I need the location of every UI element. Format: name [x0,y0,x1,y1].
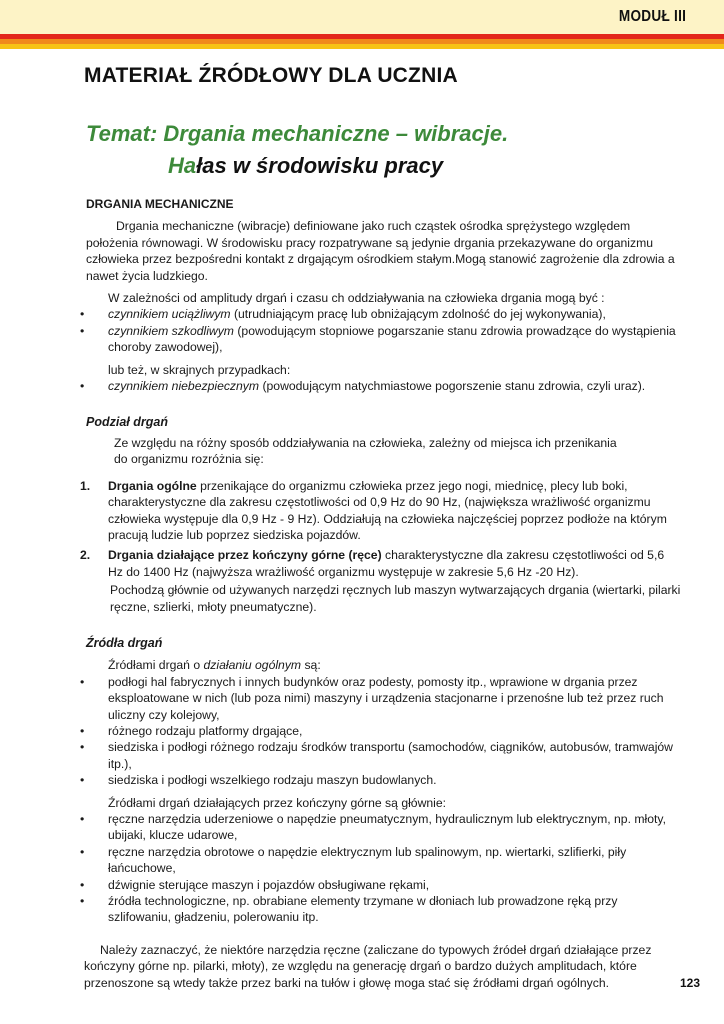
paragraph-general-lead: Źródłami drgań o działaniu ogólnym są: [108,658,321,673]
list-item: • siedziska i podłogi różnego rodzaju środków transportu (samochodów, ciągników, autobusów, tramwajów itp.), [86,739,682,772]
list-factor-types [86,306,682,355]
list-extreme [86,378,682,394]
list-item: • czynnikiem uciążliwym (utrudniającym pracę lub obniżającym zdolność do jej wykonywania), [86,306,682,322]
module-label: MODUŁ III [618,8,686,25]
page-title: MATERIAŁ ŹRÓDŁOWY DLA UCZNIA [84,64,458,87]
paragraph-podzial-intro: Ze względu na różny sposób oddziaływania na człowieka, zależny od miejsca ich przenikania do organizmu rozróżnia się: [114,435,617,467]
paragraph-hand-lead: Źródłami drgań działających przez kończyny górne są głównie: [108,795,447,810]
list-item: • ręczne narzędzia obrotowe o napędzie elektrycznym lub spalinowym, np. wiertarki, szlifierki, piły łańcuchowe, [86,844,682,877]
section-heading-drgania: DRGANIA MECHANICZNE [86,197,234,211]
section-heading-zrodla: Źródła drgań [86,635,163,650]
list-item: • różnego rodzaju platformy drgające, [86,723,682,739]
list-item: 2. Drgania działające przez kończyny górne (ręce) charakterystyczne dla zakresu częstotliwości od 5,6 Hz do 1400 Hz (najwyższa wrażliwość organizmu występuje w zakresie 5,6 Hz -20 Hz). Pochodzą głównie od używanych narzędzi ręcznych lub maszyn wytwarzających drgania (wiertarki, pilarki ręczne, szlierki, młoty pneumatyczne). [80,548,681,614]
paragraph-note: Należy zaznaczyć, że niektóre narzędzia ręczne (zaliczane do typowych źródeł drgań działające przez kończyny górne np. pilarki, młoty), ze względu na generację drgań o bardzo dużych amplitudach, które przenoszone są wtedy także przez barki na tułów i głowę moga stać się źródłami drgań ogólnych. [84,942,652,990]
topic-line-2: Hałas w środowisku pracy [168,153,444,178]
list-item: • dźwignie sterujące maszyn i pojazdów obsługiwane rękami, [86,877,682,893]
paragraph-lead: W zależności od amplitudy drgań i czasu ch oddziaływania na człowieka drgania mogą być : [108,291,605,306]
list-hand-sources [86,811,682,926]
document-body [80,196,682,991]
list-item: • siedziska i podłogi wszelkiego rodzaju maszyn budowlanych. [86,772,682,788]
list-item: • źródła technologiczne, np. obrabiane elementy trzymane w dłoniach lub prowadzone ręką przy szlifowaniu, gładzeniu, polerowaniu itp. [86,893,682,926]
topic-line-1: Temat: Drgania mechaniczne – wibracje. [86,121,509,146]
list-vibration-types [80,478,682,615]
header-band [0,0,724,34]
list-item: • czynnikiem niebezpiecznym (powodującym natychmiastowe pogorszenie stanu zdrowia, czyli uraz). [86,378,682,394]
list-item: • podłogi hal fabrycznych i innych budynków oraz podesty, pomosty itp., wprawione w drgania przez eksploatowane w nich (lub poza nimi) maszyny i urządzenia stacjonarne i przenośne lub też przez ruch uliczny czy kolejowy, [86,674,682,723]
list-item: • ręczne narzędzia uderzeniowe o napędzie pneumatycznym, hydraulicznym lub elektrycznym, np. młoty, ubijaki, klucze udarowe, [86,811,682,844]
section-heading-podzial: Podział drgań [86,415,168,430]
header-stripe-yellow [0,44,724,49]
page-number: 123 [679,976,700,990]
topic-heading [86,118,508,182]
list-general-sources [86,674,682,789]
paragraph-extreme: lub też, w skrajnych przypadkach: [108,362,291,377]
list-item: 1. Drgania ogólne przenikające do organizmu człowieka przez jego nogi, miednicę, plecy lub boki, charakterystyczne dla zakresu częstotliwości od 0,9 Hz do 90 Hz, (największa wrażliwość organizmu człowieka występuje dla 0,9 Hz - 9 Hz). Oddziałują na człowieka najczęściej poprzez podłoże na którym pracują ludzie lub poprzez siedziska pojazdów. [80,478,667,542]
paragraph-definition: Drgania mechaniczne (wibracje) definiowane jako ruch cząstek ośrodka sprężystego względem położenia równowagi. W środowisku pracy rozpatrywane są jedynie drgania przekazywane do organizmu człowieka przez bezpośredni kontakt z drgającym ośrodkiem stałym.Mogą stanowić zagrożenie dla zdrowia a nawet życia ludzkiego. [86,219,675,283]
list-item: • czynnikiem szkodliwym (powodującym stopniowe pogarszanie stanu zdrowia prowadzące do wystąpienia choroby zawodowej), [86,323,682,356]
